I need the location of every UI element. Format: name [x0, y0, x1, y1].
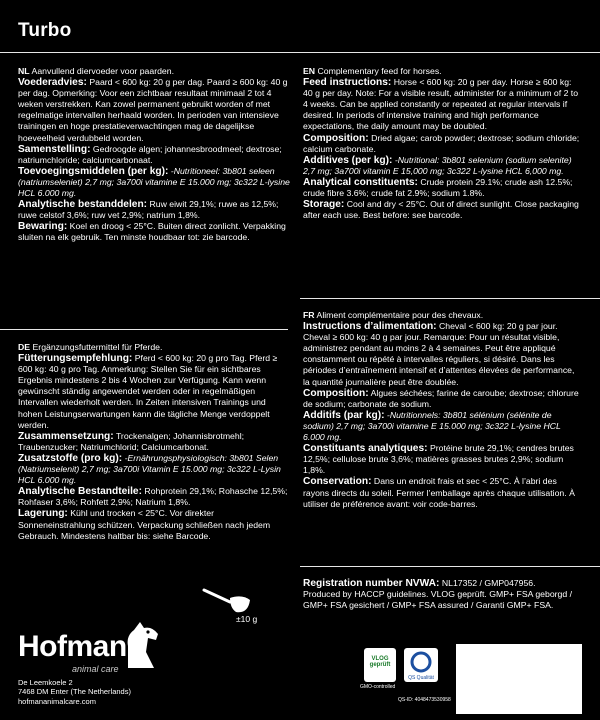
- en-add-text: -Nutritional: 3b801 selenium (sodium selenite) 2,7 mg; 3a700i vitamin E 15,000 mg; 3c322 L-lysine HCL 6,000 mg.: [303, 154, 572, 176]
- en-section: [303, 66, 583, 221]
- vlog-label: VLOG geprüft: [369, 656, 391, 668]
- fr-intro: Aliment complémentaire pour des chevaux.: [316, 310, 484, 320]
- fr-comp-label: Composition:: [303, 387, 369, 399]
- nl-section: [18, 66, 290, 244]
- en-code: EN: [303, 66, 316, 76]
- en-anal-label: Analytical constituents:: [303, 176, 418, 188]
- nl-bew-label: Bewaring:: [18, 221, 68, 233]
- right-divider-low: [300, 566, 600, 567]
- barcode-area: [456, 644, 582, 714]
- registration-label: Registration number NVWA:: [303, 578, 440, 589]
- nl-anal-text: Ruw eiwit 29,1%; ruwe as 12,5%; ruwe celstof 3,6%; ruw vet 2,9%; natrium 1,8%.: [18, 199, 279, 221]
- de-lag-text: Kühl und trocken < 25°C. Vor direkter Sonneneinstrahlung schützen. Verpackung schließen nach jedem Gebrauch. Mindestens haltbar bis: siehe Barcode.: [18, 508, 271, 541]
- de-zus-text: Trockenalgen; Johannisbrotmehl; Traubenzucker; Natriumchlorid; Calciumcarbonat.: [18, 430, 245, 452]
- de-anal-text: Rohprotein 29,1%; Rohasche 12,5%; Rohfaser 3,6%; Rohfett 2,9%; Natrium 1,8%.: [18, 486, 288, 508]
- website: hofmananimalcare.com: [18, 696, 96, 706]
- de-section: [18, 342, 290, 542]
- fr-code: FR: [303, 310, 315, 320]
- qs-logo-icon: [404, 648, 438, 682]
- fr-add-text: -Nutritionnels: 3b801 sélénium (sélénite de sodium) 2,7 mg; 3a700i vitamine E 15.000 mg; 3c322 L-lysine HCL 6.000 mg.: [303, 409, 561, 443]
- de-zus-label: Zusammensetzung:: [18, 430, 114, 442]
- nl-anal-label: Analytische bestanddelen:: [18, 199, 148, 211]
- vlog-badge: [364, 648, 396, 682]
- qs-id: QS-ID: 4048473530958: [398, 697, 451, 703]
- nl-bew-text: Koel en droog < 25°C. Buiten direct zonlicht. Verpakking sluiten na elk gebruik. Ten minste houdbaar tot: zie barcode.: [18, 221, 286, 243]
- fr-const-label: Constituants analytiques:: [303, 443, 428, 455]
- product-title: Turbo: [18, 20, 72, 41]
- registration-block: [303, 578, 583, 611]
- en-comp-label: Composition:: [303, 132, 369, 144]
- en-add-label: Additives (per kg):: [303, 154, 393, 166]
- brand-sub: animal care: [72, 664, 119, 674]
- fr-inst-label: Instructions d’alimentation:: [303, 321, 437, 333]
- registration-lines: Produced by HACCP guidelines. VLOG geprüft. GMP+ FSA geborgd / GMP+ FSA gesichert / GMP+ FSA assured / Garanti GMP+ FSA.: [303, 589, 573, 611]
- gmo-label: GMO-controlled: [360, 684, 396, 690]
- qs-badge: [404, 648, 438, 682]
- en-stor-text: Cool and dry < 25°C. Out of direct sunlight. Close packaging after each use. Best before: see barcode.: [303, 199, 579, 221]
- en-stor-label: Storage:: [303, 199, 345, 211]
- en-feed-label: Feed instructions:: [303, 77, 392, 89]
- fr-cons-text: Dans un endroit frais et sec < 25°C. À l’abri des rayons directs du soleil. Fermer l’emballage après chaque utilisation. À utiliser de préférence avant: voir code-barres.: [303, 476, 575, 509]
- address-line-2: 7468 DM Enter (The Netherlands): [18, 687, 131, 697]
- en-intro: Complementary feed for horses.: [317, 66, 442, 76]
- de-fut-label: Fütterungsempfehlung:: [18, 353, 133, 365]
- nl-toev-label: Toevoegingsmiddelen (per kg):: [18, 165, 169, 177]
- nl-toev-text: -Nutritioneel: 3b801 seleen (natriumseleniet) 2,7 mg; 3a700i vitamine E 15.000 mg; 3c322 L-lysine HCL 6.000 mg.: [18, 165, 290, 199]
- de-anal-label: Analytische Bestandteile:: [18, 486, 142, 498]
- fr-comp-text: Algues séchées; farine de caroube; dextrose; chlorure de sodium; carbonate de sodium.: [303, 387, 579, 409]
- fr-section: [303, 310, 583, 510]
- scoop-weight: ±10 g: [236, 614, 258, 624]
- nl-voeder-label: Voederadvies:: [18, 77, 87, 89]
- en-anal-text: Crude protein 29.1%; crude ash 12.5%; crude fibre 3.6%; crude fat 2.9%; sodium 1.8%.: [303, 176, 573, 199]
- de-zst-label: Zusatzstoffe (pro kg):: [18, 452, 123, 464]
- nl-voeder-text: Paard < 600 kg: 20 g per dag. Paard ≥ 600 kg: 40 g per dag. Opmerking: Voor een zichtbaar resultaat minimaal 2 tot 4 weken verstrekken. Kan zowel permanent gebruikt worden of met regelmatige intervallen herhaald worden. In perioden van intensieve trainingen en hoge prestatieverwachtingen mag de dagelijkse hoeveelheid verdubbeld worden.: [18, 77, 288, 143]
- en-comp-text: Dried algae; carob powder; dextrose; sodium chloride; calcium carbonate.: [303, 132, 580, 154]
- de-fut-text: Pferd < 600 kg: 20 g pro Tag. Pferd ≥ 600 kg: 40 g pro Tag. Anmerkung: Stellen Sie für ein sichtbares Ergebnis mindestens 2 bis 4 Wochen zur Verfügung. Kann wenn gewünscht ständig angewendet werden oder in regelmäßigen Intervallen wiederholt werden. In Zeiten intensiven Trainings und hohen Leistungserwartungen kann die tägliche Menge verdoppelt werden.: [18, 353, 278, 430]
- fr-const-text: Protéine brute 29,1%; cendres brutes 12,5%; cellulose brute 3,6%; matières grasses brutes 2,9%; sodium 1,8%.: [303, 443, 574, 476]
- de-code: DE: [18, 342, 31, 352]
- de-intro: Ergänzungsfuttermittel für Pferde.: [32, 342, 163, 352]
- address-line-1: De Leemkoele 2: [18, 678, 73, 687]
- en-feed-text: Horse < 600 kg: 20 g per day. Horse ≥ 600 kg: 40 g per day. Note: For a visible result, administer for a minimum of 2 to 4 weeks. Can be applied constantly or repeated at regular intervals if desired. In periods of intensive training and high performance expectations, the daily amount may be doubled.: [303, 77, 579, 132]
- de-zst-text: -Ernährungsphysiologisch: 3b801 Selen (Natriumselenit) 2,7 mg; 3a700i Vitamin E 15.000 mg; 3c322 L-Lysin HCL 6.000 mg.: [18, 452, 281, 486]
- horse-logo-icon: [118, 618, 166, 670]
- qs-badge-text: QS Qualität: [408, 675, 434, 681]
- fr-add-label: Additifs (par kg):: [303, 409, 385, 421]
- right-divider-mid: [300, 298, 600, 299]
- nl-samen-text: Gedroogde algen; johannesbroodmeel; dextrose; natriumchloride; calciumcarbonaat.: [18, 143, 282, 165]
- registration-value: NL17352 / GMP047956.: [441, 578, 536, 588]
- top-divider: [0, 52, 600, 53]
- left-divider-mid: [0, 329, 288, 330]
- fr-cons-label: Conservation:: [303, 476, 372, 488]
- nl-samen-label: Samenstelling:: [18, 143, 91, 155]
- de-lag-label: Lagerung:: [18, 508, 68, 520]
- nl-code: NL: [18, 66, 30, 76]
- nl-intro: Aanvullend diervoeder voor paarden.: [31, 66, 175, 76]
- address-block: [18, 678, 131, 706]
- fr-inst-text: Cheval < 600 kg: 20 g par jour. Cheval ≥ 600 kg: 40 g par jour. Remarque: Pour un résultat visible, administrez pendant au moins 2 à 4 semaines. Peut être appliqué constamment ou répété à intervalles réguliers, si désiré. Dans les périodes d’entraînement intensif et d’attentes élevées de performance, la quantité journalière peut être doublée.: [303, 321, 575, 387]
- brand-logo: Hofman: [18, 630, 127, 663]
